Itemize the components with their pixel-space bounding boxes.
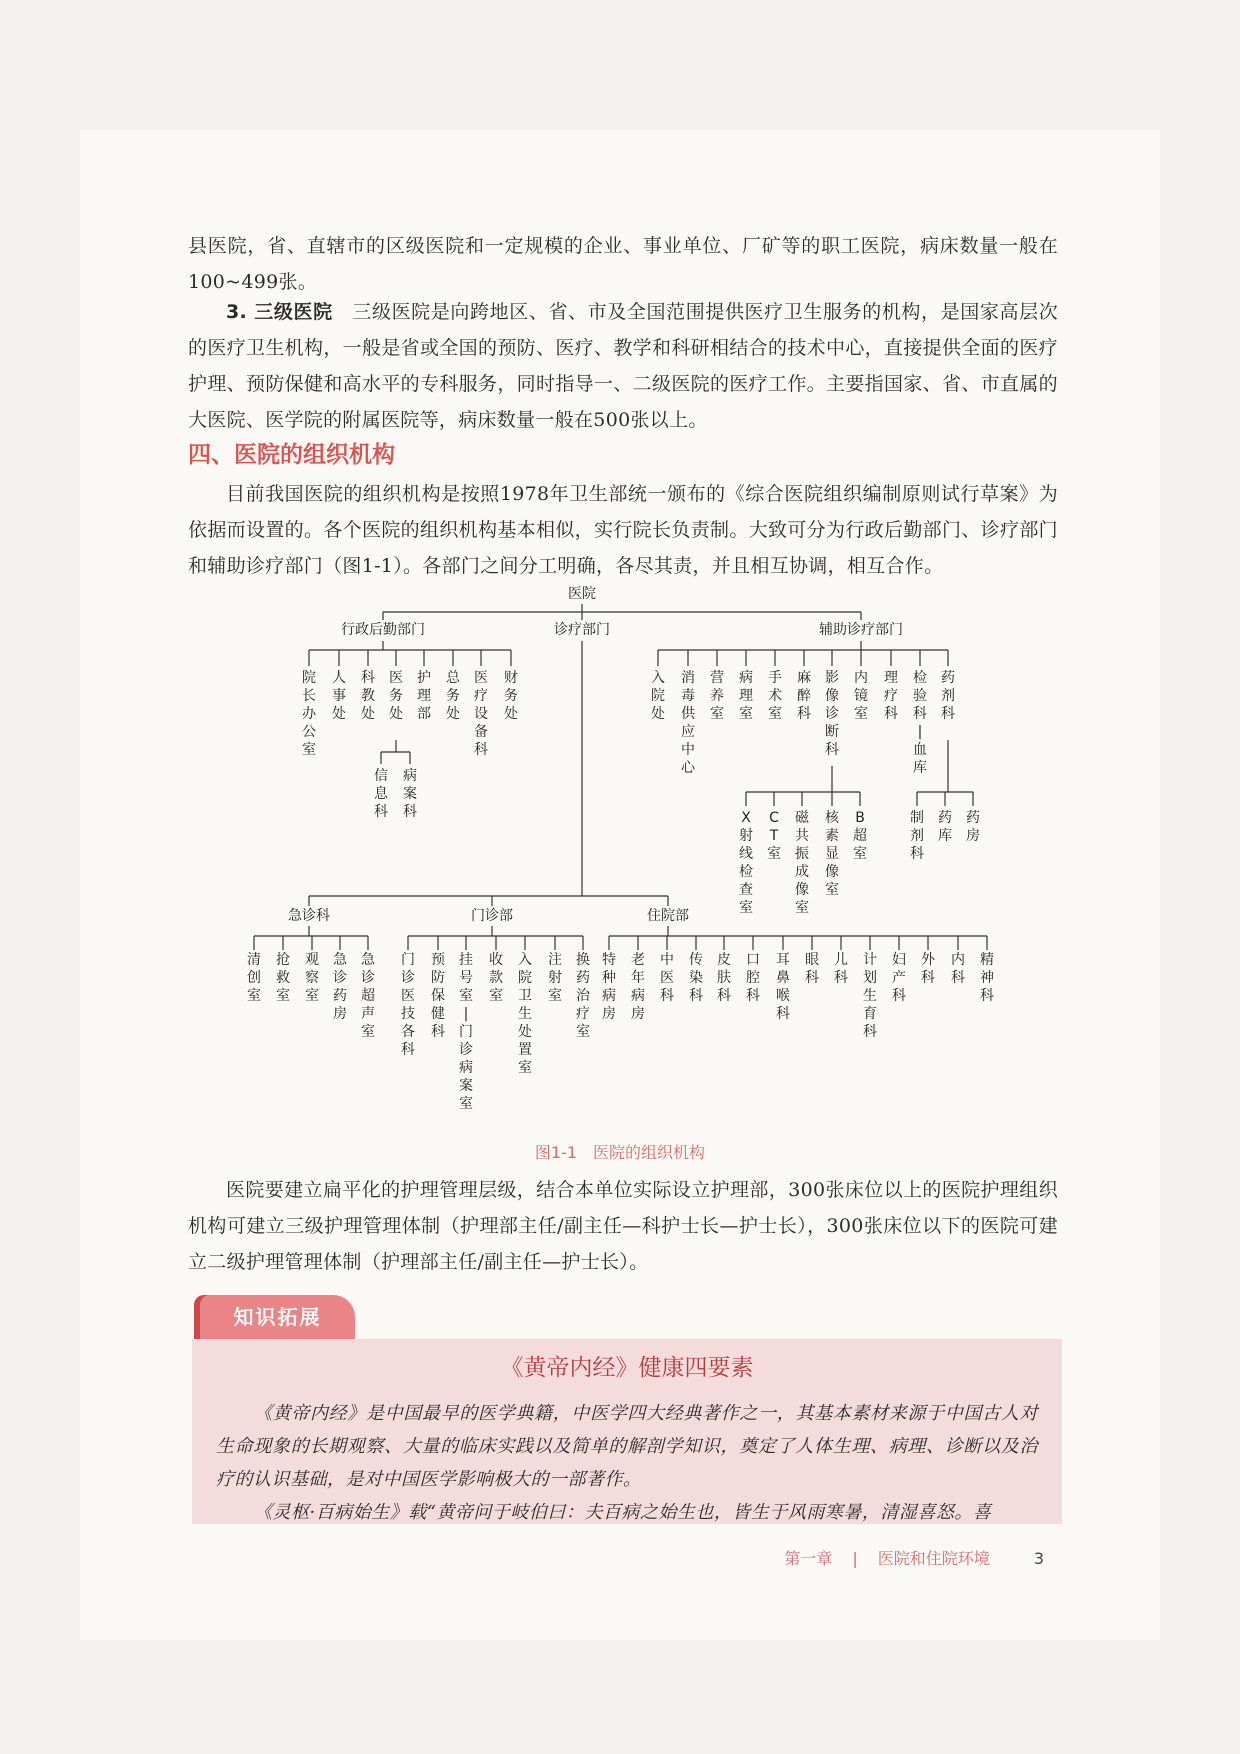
chart-char: 科 <box>776 1006 790 1022</box>
chart-char: 病 <box>403 768 417 784</box>
chart-char: 药 <box>333 988 347 1004</box>
chart-char: 皮 <box>717 952 731 968</box>
chart-char: 喉 <box>776 988 790 1004</box>
chart-char: | <box>463 1006 469 1022</box>
chart-char: 剂 <box>941 688 955 704</box>
chart-char: 处 <box>446 706 460 722</box>
chart-char: 影 <box>825 670 839 686</box>
chart-char: 案 <box>403 786 417 802</box>
aux-item-5 <box>797 670 812 722</box>
chart-char: 肤 <box>717 970 731 986</box>
chart-char: 应 <box>681 724 695 740</box>
chart-char: 室 <box>518 1060 532 1076</box>
chart-char: 室 <box>825 882 839 898</box>
chart-char: 诊 <box>401 970 415 986</box>
chart-char: 诊 <box>333 970 347 986</box>
chart-char: 科 <box>834 970 848 986</box>
chart-char: 镜 <box>854 688 868 704</box>
aux-item-3 <box>739 670 753 722</box>
chart-char: 计 <box>863 952 877 968</box>
chart-char: 理 <box>417 688 431 704</box>
aux-item-4 <box>768 670 782 722</box>
paragraph-3: 目前我国医院的组织机构是按照1978年卫生部统一颁布的《综合医院组织编制原则试行草案》为依据而设置的。各个医院的组织机构基本相似，实行院长负责制。大致可分为行政后勤部门、诊疗部门和辅助诊疗部门（图1-1）。各部门之间分工明确，各尽其责，并且相互协调，相互合作。 <box>188 483 1058 577</box>
chart-char: 儿 <box>834 952 848 968</box>
chart-char: 显 <box>825 846 839 862</box>
chart-char: 科 <box>980 988 994 1004</box>
chart-char: 防 <box>431 970 445 986</box>
chart-char: 科 <box>401 1042 415 1058</box>
chart-char: 收 <box>489 952 503 968</box>
node-outpatient: 门诊部 <box>471 908 513 924</box>
chart-char: 科 <box>863 1024 877 1040</box>
chart-char: 中 <box>681 742 695 758</box>
chart-char: 观 <box>305 952 319 968</box>
chart-char: 处 <box>332 706 346 722</box>
inpatient-item-4 <box>717 951 731 1004</box>
chart-char: 部 <box>417 706 431 722</box>
chart-char: 科 <box>431 1024 445 1040</box>
inpatient-item-2 <box>660 951 674 1004</box>
chart-char: 设 <box>474 706 488 722</box>
chart-char: 处 <box>361 706 375 722</box>
chart-char: 生 <box>863 988 877 1004</box>
chart-char: 卫 <box>518 988 532 1004</box>
inpatient-item-6 <box>776 952 790 1022</box>
chart-char: 科 <box>825 742 839 758</box>
knowledge-box <box>192 1339 1062 1524</box>
admin-item-4 <box>417 669 431 722</box>
chart-char: 科 <box>913 706 927 722</box>
chart-char: 疗 <box>576 1006 590 1022</box>
inpatient-item-10 <box>892 952 906 1004</box>
chart-char: 疗 <box>884 688 898 704</box>
chart-char: 共 <box>795 828 809 844</box>
emergency-item-4 <box>361 952 376 1040</box>
node-hospital: 医院 <box>568 586 596 602</box>
emergency-item-1 <box>276 951 290 1004</box>
chart-char: 房 <box>333 1006 347 1022</box>
aux-item-10 <box>941 670 955 722</box>
node-clinical-dept: 诊疗部门 <box>554 622 610 638</box>
node-admin-dept: 行政后勤部门 <box>341 622 425 638</box>
pharmacy-sub-0 <box>910 810 924 862</box>
chart-char: 清 <box>247 952 261 968</box>
inpatient-item-11 <box>921 952 936 986</box>
chart-char: 诊 <box>361 970 375 986</box>
outpatient-item-0 <box>401 952 415 1058</box>
inpatient-item-0 <box>602 951 616 1022</box>
footer-separator: | <box>852 1549 858 1568</box>
chart-char: 处 <box>518 1024 532 1040</box>
chart-char: 房 <box>631 1006 645 1022</box>
chart-char: B <box>855 810 865 826</box>
chart-char: 麻 <box>797 670 811 686</box>
inpatient-item-7 <box>805 952 819 986</box>
chart-char: 病 <box>631 988 645 1004</box>
chart-char: 手 <box>768 670 782 686</box>
chart-char: 信 <box>374 768 388 784</box>
chart-char: 院 <box>302 670 316 686</box>
paragraph-2: 三级医院是向跨地区、省、市及全国范围提供医疗卫生服务的机构，是国家高层次的医疗卫生机构，一般是省或全国的预防、医疗、教学和科研相结合的技术中心，直接提供全面的医疗护理、预防保健和高水平的专科服务，同时指导一、二级医院的医疗工作。主要指国家、省、市直属的大医院、医学院的附属医院等，病床数量一般在500张以上。 <box>188 301 1059 431</box>
chart-char: 急 <box>361 952 375 968</box>
chart-char: 检 <box>739 864 753 880</box>
node-emergency: 急诊科 <box>288 908 330 924</box>
chart-char: 射 <box>548 970 562 986</box>
chart-char: 抢 <box>276 952 290 968</box>
chart-char: 人 <box>332 670 346 686</box>
chart-char: 治 <box>576 988 590 1004</box>
footer-title: 医院和住院环境 <box>877 1549 990 1568</box>
chart-char: 外 <box>921 952 935 968</box>
chart-char: 腔 <box>746 970 760 986</box>
inpatient-item-12 <box>951 951 965 986</box>
chart-char: 精 <box>980 952 994 968</box>
paragraph-4: 医院要建立扁平化的护理管理层级，结合本单位实际设立护理部，300张床位以上的医院护理组织机构可建立三级护理管理体制（护理部主任/副主任—科护士长—护士长），300张床位以下的医院可建立二级护理管理体制（护理部主任/副主任—护士长）。 <box>188 1179 1058 1273</box>
paragraph-1: 县医院，省、直辖市的区级医院和一定规模的企业、事业单位、厂矿等的职工医院，病床数量一般在100~499张。 <box>188 235 1058 293</box>
outpatient-item-3 <box>489 951 503 1004</box>
knowledge-text <box>216 1397 1038 1529</box>
chart-char: 科 <box>374 804 388 820</box>
node-inpatient: 住院部 <box>647 908 689 924</box>
chart-char: 室 <box>302 742 316 758</box>
chart-char: 验 <box>913 688 927 704</box>
chart-char: 病 <box>602 988 616 1004</box>
chart-char: 察 <box>305 970 319 986</box>
chart-char: 口 <box>746 952 760 968</box>
chart-char: 处 <box>504 706 518 722</box>
chart-char: | <box>917 724 923 740</box>
chart-char: 病 <box>459 1060 473 1076</box>
imaging-sub-4 <box>853 810 867 862</box>
imaging-sub-1 <box>767 810 781 862</box>
chart-char: 室 <box>710 706 724 722</box>
emergency-item-0 <box>247 952 261 1004</box>
outpatient-item-1 <box>431 952 445 1040</box>
chart-char: 处 <box>651 706 665 722</box>
chart-char: 办 <box>302 706 316 722</box>
chart-char: 眼 <box>805 952 819 968</box>
aux-item-8 <box>884 670 898 722</box>
figure-caption: 图1-1 医院的组织机构 <box>534 1143 706 1162</box>
chart-char: 理 <box>739 688 753 704</box>
chart-char: 科 <box>892 988 906 1004</box>
chart-char: 年 <box>631 970 645 986</box>
chart-char: 入 <box>518 952 532 968</box>
pharmacy-sub-2 <box>966 810 980 844</box>
inpatient-item-13 <box>980 951 994 1004</box>
medical-sub-0 <box>374 768 389 820</box>
pharmacy-sub-1 <box>938 810 952 844</box>
chart-char: 毒 <box>681 688 695 704</box>
inpatient-item-3 <box>689 952 703 1004</box>
chart-char: 养 <box>710 688 724 704</box>
chart-char: 振 <box>795 846 809 862</box>
aux-item-1 <box>681 669 696 776</box>
chart-char: 教 <box>361 688 375 704</box>
chart-char: 务 <box>504 688 518 704</box>
aux-item-6 <box>825 670 839 758</box>
chart-char: 室 <box>739 706 753 722</box>
chart-char: 务 <box>389 688 403 704</box>
chart-char: 总 <box>446 670 460 686</box>
chart-char: 断 <box>825 724 839 740</box>
aux-item-9 <box>913 669 927 776</box>
imaging-sub-3 <box>825 809 840 898</box>
chart-char: 处 <box>389 706 403 722</box>
chart-char: 磁 <box>795 810 809 826</box>
chart-char: 内 <box>951 952 965 968</box>
chart-char: 室 <box>854 706 868 722</box>
chart-char: 护 <box>417 670 431 686</box>
node-aux-dept: 辅助诊疗部门 <box>819 622 903 638</box>
chart-char: 室 <box>361 1024 375 1040</box>
chart-char: 营 <box>710 670 724 686</box>
inpatient-item-1 <box>631 951 645 1022</box>
admin-item-1 <box>332 670 346 722</box>
chart-char: 染 <box>689 970 703 986</box>
chart-char: 科 <box>910 846 924 862</box>
chart-char: 财 <box>504 670 518 686</box>
chart-char: 注 <box>548 952 562 968</box>
chart-char: 像 <box>825 864 839 880</box>
chart-char: X <box>741 810 751 826</box>
chart-char: 室 <box>767 846 781 862</box>
chart-char: 院 <box>651 688 665 704</box>
chart-char: 医 <box>401 988 415 1004</box>
chart-char: 神 <box>980 970 994 986</box>
chart-char: 室 <box>247 988 261 1004</box>
chart-char: 射 <box>739 828 753 844</box>
emergency-item-3 <box>333 952 348 1022</box>
chart-char: 剂 <box>910 828 924 844</box>
chart-char: 室 <box>459 988 473 1004</box>
chart-char: 心 <box>681 760 695 776</box>
chart-char: 科 <box>805 970 819 986</box>
admin-item-2 <box>361 669 375 722</box>
chart-char: 鼻 <box>776 970 790 986</box>
chart-char: 室 <box>305 988 319 1004</box>
admin-item-7 <box>504 669 518 722</box>
chart-char: 公 <box>302 724 316 740</box>
chart-char: 诊 <box>825 706 839 722</box>
inpatient-item-9 <box>863 951 877 1040</box>
chart-char: 疗 <box>474 688 488 704</box>
chart-char: 案 <box>459 1078 473 1094</box>
aux-item-0 <box>651 670 665 722</box>
page-footer <box>784 1546 1044 1569</box>
chart-char: 术 <box>768 688 782 704</box>
chart-char: 库 <box>913 760 927 776</box>
chart-char: 创 <box>247 970 261 986</box>
chart-char: 库 <box>938 828 952 844</box>
chart-char: 像 <box>795 882 809 898</box>
admin-item-0 <box>302 670 317 758</box>
chart-char: 室 <box>459 1096 473 1112</box>
imaging-sub-0 <box>739 810 753 916</box>
aux-item-7 <box>854 669 868 722</box>
chart-char: 预 <box>431 952 445 968</box>
chart-char: 急 <box>333 952 347 968</box>
chart-char: 素 <box>825 828 839 844</box>
chart-char: 息 <box>374 786 388 802</box>
inpatient-item-5 <box>746 952 760 1004</box>
chart-char: 内 <box>854 670 868 686</box>
chart-char: 室 <box>739 900 753 916</box>
chart-char: 医 <box>660 970 674 986</box>
chart-char: 室 <box>548 988 562 1004</box>
chart-char: 救 <box>276 970 290 986</box>
chart-char: 耳 <box>776 952 790 968</box>
chart-char: 房 <box>602 1006 616 1022</box>
admin-item-6 <box>474 670 488 758</box>
chart-char: 像 <box>825 688 839 704</box>
chart-char: 款 <box>489 970 503 986</box>
chart-char: 技 <box>401 1006 415 1022</box>
chart-char: 号 <box>459 970 473 986</box>
chart-char: 科 <box>941 706 955 722</box>
chart-char: 门 <box>401 952 415 968</box>
chart-char: C <box>769 810 779 826</box>
chart-char: 室 <box>489 988 503 1004</box>
knowledge-paragraph-1: 《黄帝内经》是中国最早的医学典籍，中医学四大经典著作之一，其基本素材来源于中国古人对生命现象的长期观察、大量的临床实践以及简单的解剖学知识，奠定了人体生理、病理、诊断以及治疗的认识基础，是对中国医学影响极大的一部著作。 <box>216 1403 1038 1490</box>
chart-char: 健 <box>431 1006 445 1022</box>
chart-char: 科 <box>746 988 760 1004</box>
chart-char: 中 <box>660 952 674 968</box>
chart-char: 挂 <box>459 952 473 968</box>
chart-char: 室 <box>276 988 290 1004</box>
outpatient-item-5 <box>548 952 562 1004</box>
chart-char: 药 <box>576 970 590 986</box>
chart-char: 生 <box>518 1006 532 1022</box>
chart-char: 医 <box>474 670 488 686</box>
chart-char: 室 <box>576 1024 590 1040</box>
chart-char: 科 <box>361 670 375 686</box>
inpatient-item-8 <box>834 952 848 986</box>
chart-char: 血 <box>913 742 927 758</box>
chart-char: 科 <box>689 988 703 1004</box>
chart-char: 供 <box>681 706 695 722</box>
page-number: 3 <box>1033 1549 1044 1568</box>
chart-char: 超 <box>361 988 375 1004</box>
chart-char: 科 <box>660 988 674 1004</box>
chart-char: 室 <box>768 706 782 722</box>
chart-char: 声 <box>361 1006 375 1022</box>
chart-char: 长 <box>302 688 316 704</box>
emergency-item-2 <box>305 952 319 1004</box>
chart-char: 院 <box>518 970 532 986</box>
chart-char: 育 <box>863 1006 877 1022</box>
chart-char: 医 <box>389 670 403 686</box>
chart-char: 检 <box>913 670 927 686</box>
chart-char: 房 <box>966 828 980 844</box>
chart-char: 科 <box>921 970 935 986</box>
chart-char: 药 <box>966 810 980 826</box>
chart-char: 室 <box>795 900 809 916</box>
chart-char: 划 <box>863 970 877 986</box>
chart-char: 门 <box>459 1024 473 1040</box>
chart-char: 查 <box>739 882 753 898</box>
chart-char: 科 <box>403 804 417 820</box>
knowledge-tab: 知识拓展 <box>200 1295 355 1339</box>
outpatient-item-4 <box>518 952 532 1076</box>
chart-char: 务 <box>446 688 460 704</box>
chart-char: 科 <box>717 988 731 1004</box>
chart-char: 妇 <box>892 952 906 968</box>
chart-char: 超 <box>853 828 867 844</box>
chart-char: 事 <box>332 688 346 704</box>
chart-char: 科 <box>884 706 898 722</box>
chart-char: 药 <box>941 670 955 686</box>
chart-char: T <box>769 828 779 844</box>
knowledge-paragraph-2: 《灵枢·百病始生》载“黄帝问于岐伯曰：夫百病之始生也，皆生于风雨寒暑，清湿喜怒。喜 <box>254 1502 992 1523</box>
knowledge-title: 《黄帝内经》健康四要素 <box>500 1355 754 1381</box>
chart-char: 病 <box>739 670 753 686</box>
chart-char: 核 <box>825 810 839 826</box>
chart-char: 制 <box>910 810 924 826</box>
admin-item-3 <box>389 670 403 722</box>
imaging-sub-2 <box>795 810 810 916</box>
paragraph-nursing <box>188 1172 1058 1280</box>
chart-char: 诊 <box>459 1042 473 1058</box>
chart-char: 科 <box>474 742 488 758</box>
chart-char: 科 <box>951 970 965 986</box>
medical-sub-1 <box>403 768 417 820</box>
chart-char: 产 <box>892 970 906 986</box>
section-title: 四、医院的组织机构 <box>188 442 395 468</box>
chart-char: 老 <box>631 952 645 968</box>
footer-chapter: 第一章 <box>784 1549 833 1568</box>
outpatient-item-6 <box>576 951 591 1040</box>
chart-char: 线 <box>739 846 753 862</box>
chart-char: 各 <box>401 1024 415 1040</box>
chart-char: 种 <box>602 970 616 986</box>
chart-char: 成 <box>795 864 809 880</box>
chart-char: 保 <box>431 988 445 1004</box>
chart-char: 药 <box>938 810 952 826</box>
chart-char: 室 <box>853 846 867 862</box>
chart-char: 传 <box>689 952 703 968</box>
chart-char: 入 <box>651 670 665 686</box>
term-tertiary-hospital: 3. 三级医院 <box>226 301 333 323</box>
chart-char: 换 <box>576 952 590 968</box>
outpatient-item-2 <box>459 951 473 1112</box>
chart-char: 科 <box>797 706 811 722</box>
aux-item-2 <box>710 669 724 722</box>
chart-char: 消 <box>681 670 695 686</box>
chart-char: 备 <box>474 724 488 740</box>
chart-char: 醉 <box>797 688 811 704</box>
chart-char: 特 <box>602 952 616 968</box>
chart-char: 理 <box>884 670 898 686</box>
chart-char: 置 <box>518 1042 532 1058</box>
admin-item-5 <box>446 670 461 722</box>
